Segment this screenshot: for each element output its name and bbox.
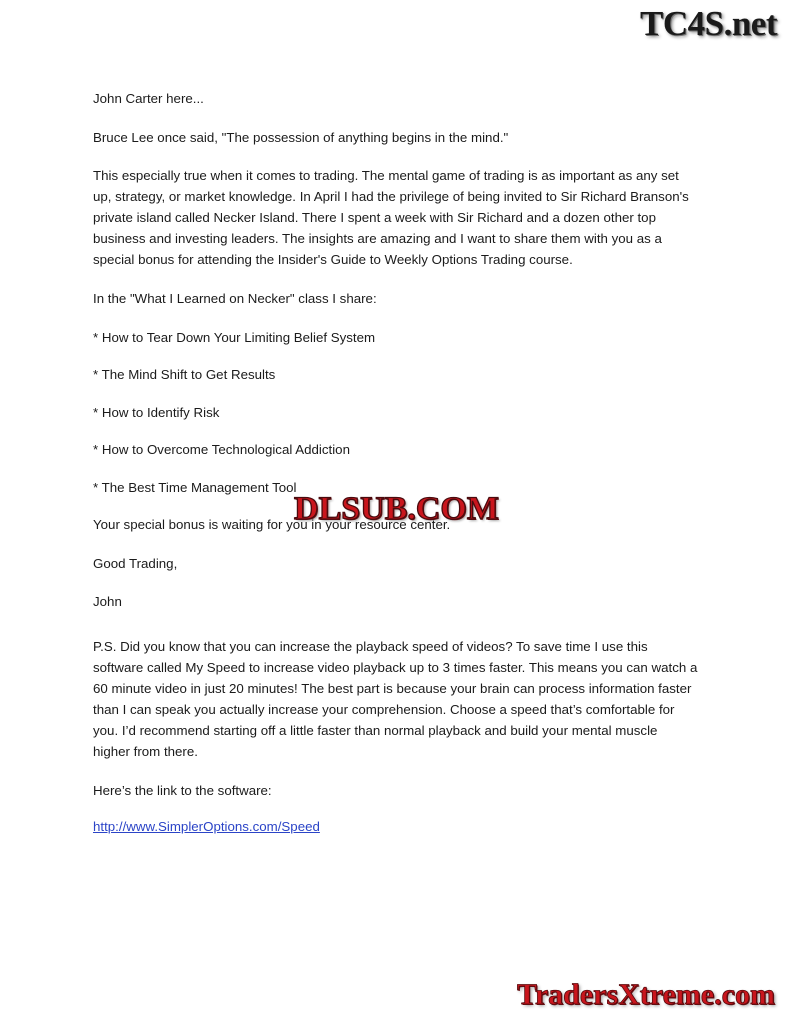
paragraph-bonus-notice: Your special bonus is waiting for you in your resource center. bbox=[93, 517, 451, 533]
watermark-bottom-right: TradersXtreme.com bbox=[517, 978, 775, 1011]
paragraph-quote: Bruce Lee once said, "The possession of anything begins in the mind." bbox=[93, 129, 509, 145]
watermark-center bbox=[255, 489, 538, 529]
bullet-item-4: * How to Overcome Technological Addiction bbox=[93, 442, 350, 458]
paragraph-main: This especially true when it comes to trading. The mental game of trading is as important as any set up, strategy, or market knowledge. In April I had the privilege of being invited to Sir Richard Branson's private island called Necker Island. There I spent a week with Sir Richard and a dozen other top business and investing leaders. The insights are amazing and I want to share them with you as a special bonus for attending the Insider's Guide to Weekly Options Trading course. bbox=[93, 168, 689, 268]
document-body bbox=[93, 88, 698, 836]
bullet-item-1: * How to Tear Down Your Limiting Belief System bbox=[93, 329, 376, 345]
bullet-item-2: * The Mind Shift to Get Results bbox=[93, 367, 276, 383]
paragraph-link-intro: Here’s the link to the software: bbox=[93, 782, 272, 798]
software-link[interactable]: http://www.SimplerOptions.com/Speed bbox=[93, 819, 320, 835]
paragraph-signoff: Good Trading, bbox=[93, 555, 178, 571]
bullet-item-5: * The Best Time Management Tool bbox=[93, 479, 297, 495]
paragraph-class-intro: In the "What I Learned on Necker" class I share: bbox=[93, 291, 377, 307]
bullet-item-3: * How to Identify Risk bbox=[93, 404, 220, 420]
watermark-top-right: TC4S.net bbox=[640, 4, 777, 43]
paragraph-greeting: John Carter here... bbox=[93, 91, 204, 106]
paragraph-signature: John bbox=[93, 594, 122, 610]
watermark-center-text: DLSUB.COM bbox=[294, 491, 499, 527]
paragraph-postscript: P.S. Did you know that you can increase the playback speed of videos? To save time I use this software called My Speed to increase video playback up to 3 times faster. This means you can watch a 60 minute video in just 20 minutes! The best part is because your brain can process information faster than I can speak you actually increase your comprehension. Choose a speed that’s comfortable for you. I’d recommend starting off a little faster than normal playback and build your mental muscle higher from there. bbox=[93, 638, 698, 759]
